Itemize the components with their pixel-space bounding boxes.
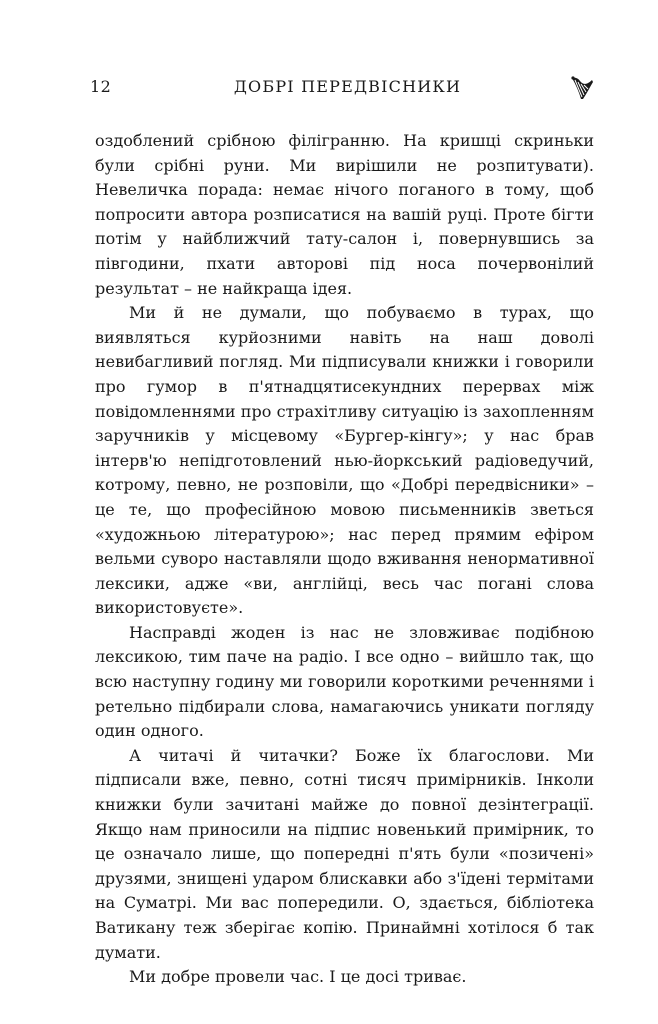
paragraph-2: Ми й не думали, що побуваємо в турах, що виявляться курйозними навіть на наш доволі невибагливий погляд. Ми підписували книжки і говорили про гумор в п'ятнадцятисекундних перервах між повідомленнями про страхітливу ситуацію із захопленням заручників у місцевому «Бургер-кінгу»; у нас брав інтерв'ю непідготовлений нью-йоркський радіоведучий, котрому, певно, не розповіли, що «Добрі передвісники» – це те, що професійною мовою письменників зветься «художньою літературою»; нас перед прямим ефіром вельми суворо наставляли щодо вживання ненормативної лексики, адже «ви, англійці, весь час погані слова використовуєте». <box>95 303 594 618</box>
paragraph-5: Ми добре провели час. І це досі триває. <box>129 967 467 987</box>
paragraph-3: Насправді жоден із нас не зловживає подібною лексикою, тим паче на радіо. І все одно – вийшло так, що всю наступну годину ми говорили короткими реченнями і ретельно підбирали слова, намагаючись уникати погляду один одного. <box>95 622 594 741</box>
harp-icon <box>569 75 595 101</box>
paragraph-1: оздоблений срібною філігранню. На кришці скриньки були срібні руни. Ми вирішили не розпитувати). Невеличка порада: немає нічого поганого в тому, щоб попросити автора розписатися на вашій руці. Проте бігти потім у найближчий тату-салон і, повернувшись за півгодини, пхати авторові під носа почервонілий результат – не найкраща ідея. <box>95 131 594 298</box>
running-title: ДОБРІ ПЕРЕДВІСНИКИ <box>233 77 462 96</box>
page-number: 12 <box>90 77 112 96</box>
page-header <box>90 77 595 103</box>
body-text <box>95 129 594 990</box>
paragraph-4: А читачі й читачки? Боже їх благослови. Ми підписали вже, певно, сотні тисяч примірників. Інколи книжки були зачитані майже до повної дезінтеграції. Якщо нам приносили на підпис новенький примірник, то це означало лише, що попередні п'ять були «позичені» друзями, знищені ударом блискавки або з'їдені термітами на Суматрі. Ми вас попередили. О, здається, бібліотека Ватикану теж зберігає копію. Принаймні хотілося б так думати. <box>95 745 594 962</box>
